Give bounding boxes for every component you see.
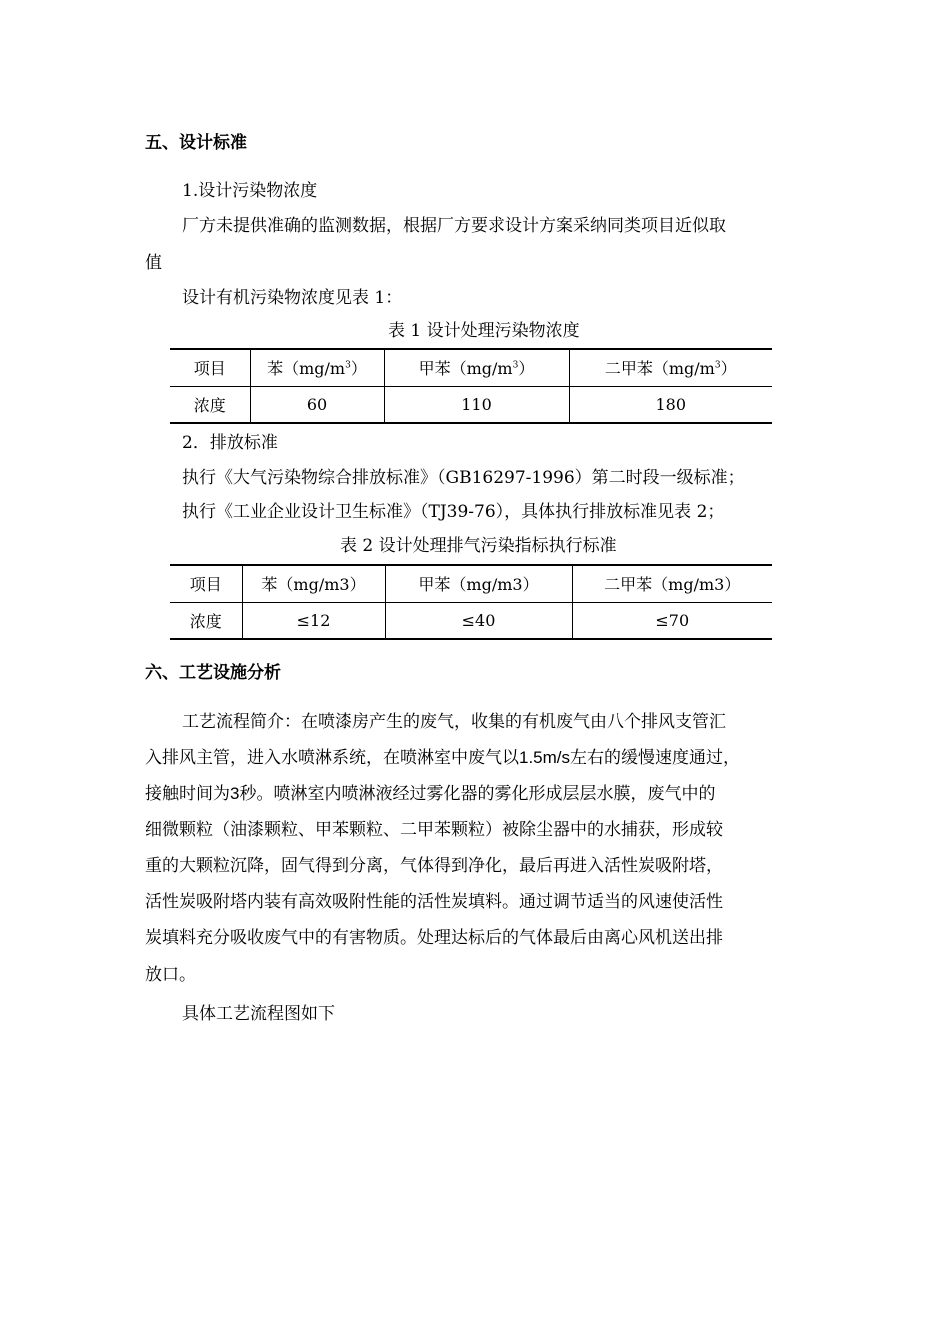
paragraph-2: 设计有机污染物浓度见表 1： bbox=[182, 288, 403, 308]
section-6-title: 六、工艺设施分析 bbox=[145, 663, 281, 683]
body-line: 细微颗粒（油漆颗粒、甲苯颗粒、二甲苯颗粒）被除尘器中的水捕获，形成较 bbox=[145, 820, 723, 840]
table-1 bbox=[170, 348, 772, 424]
table-2-header-cell: 二甲苯（mg/m3） bbox=[572, 565, 772, 602]
table-1-cell: 180 bbox=[569, 386, 772, 423]
paragraph-3: 执行《大气污染物综合排放标准》（GB16297-1996）第二时段一级标准； bbox=[182, 468, 745, 488]
table-1-header-cell: 项目 bbox=[170, 349, 250, 386]
table-2 bbox=[170, 564, 772, 640]
table-1-header-cell: 甲苯$(mg/m^3)$ bbox=[384, 349, 569, 386]
table-1-header-cell: 苯$(mg/m^3)$ bbox=[250, 349, 384, 386]
table-2-caption: 表 2 设计处理排气污染指标执行标准 bbox=[340, 536, 617, 556]
body-line: 炭填料充分吸收废气中的有害物质。处理达标后的气体最后由离心风机送出排 bbox=[145, 928, 723, 948]
table-1-header-cell: 二甲苯$(mg/m^3)$ bbox=[569, 349, 772, 386]
table-1-cell: 60 bbox=[250, 386, 384, 423]
table-1-cell: 浓度 bbox=[170, 386, 250, 423]
table-1-data-row bbox=[170, 386, 772, 423]
body-line: 活性炭吸附塔内装有高效吸附性能的活性炭填料。通过调节适当的风速使活性 bbox=[145, 892, 723, 912]
body-line: 放口。 bbox=[145, 965, 196, 985]
table-1-cell: 110 bbox=[384, 386, 569, 423]
table-2-header-cell: 苯（mg/m3） bbox=[242, 565, 385, 602]
table-2-data-row bbox=[170, 602, 772, 639]
table-2-cell: ≤12 bbox=[242, 602, 385, 639]
table-2-cell: ≤40 bbox=[385, 602, 572, 639]
table-1-header-row bbox=[170, 349, 772, 386]
subsection-1-title: 1.设计污染物浓度 bbox=[182, 181, 318, 201]
body-line: 入排风主管，进入水喷淋系统，在喷淋室中废气以1.5m/s左右的缓慢速度通过， bbox=[145, 748, 741, 768]
body-line: 接触时间为3秒。喷淋室内喷淋液经过雾化器的雾化形成层层水膜，废气中的 bbox=[145, 784, 716, 804]
table-1-caption: 表 1 设计处理污染物浓度 bbox=[388, 321, 580, 341]
body-line: 工艺流程简介：在喷漆房产生的废气，收集的有机废气由八个排风支管汇 bbox=[182, 712, 726, 732]
subsection-2-title: 2．排放标准 bbox=[182, 433, 278, 453]
body-line: 重的大颗粒沉降，固气得到分离，气体得到净化，最后再进入活性炭吸附塔， bbox=[145, 856, 723, 876]
table-2-header-cell: 项目 bbox=[170, 565, 242, 602]
paragraph-1-line-1: 厂方未提供准确的监测数据，根据厂方要求设计方案采纳同类项目近似取 bbox=[182, 216, 726, 236]
closing-line: 具体工艺流程图如下 bbox=[182, 1004, 335, 1024]
table-2-cell: ≤70 bbox=[572, 602, 772, 639]
paragraph-1-line-2: 值 bbox=[145, 253, 162, 273]
table-2-cell: 浓度 bbox=[170, 602, 242, 639]
table-2-header-row bbox=[170, 565, 772, 602]
table-2-header-cell: 甲苯（mg/m3） bbox=[385, 565, 572, 602]
paragraph-4: 执行《工业企业设计卫生标准》（TJ39-76），具体执行排放标准见表 2； bbox=[182, 502, 725, 522]
section-5-title: 五、设计标准 bbox=[145, 133, 247, 153]
